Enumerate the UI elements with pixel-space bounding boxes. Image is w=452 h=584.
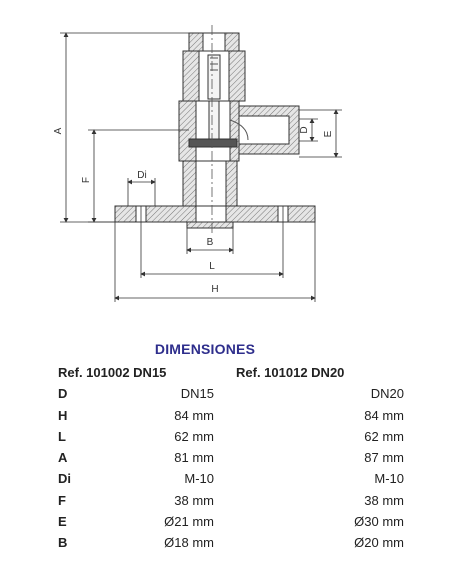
header-ref-1: Ref. 101002 DN15 [58,365,167,380]
valve-body [115,33,315,228]
row-label: H [58,407,68,423]
base-bore [196,206,226,222]
table-row [58,490,404,511]
row-label: Di [58,471,71,487]
label-F: F [81,176,92,184]
label-A: A [53,127,64,135]
table-header-row [58,362,404,383]
value-ref-2: 38 mm [364,492,404,508]
value-ref-1: 38 mm [174,492,214,508]
value-ref-1: M-10 [184,471,214,487]
header-ref-2: Ref. 101012 DN20 [236,365,345,380]
table-row [58,468,404,489]
table-row [58,383,404,404]
row-label: E [58,514,67,530]
value-ref-2: 62 mm [364,428,404,444]
row-label: A [58,450,68,466]
table-row [58,405,404,426]
value-ref-2: Ø20 mm [354,535,404,551]
table-row [58,511,404,532]
value-ref-1: Ø21 mm [164,514,214,530]
row-label: D [58,386,68,402]
value-ref-1: 81 mm [174,450,214,466]
bottom-spigot [187,222,233,228]
value-ref-2: M-10 [374,471,404,487]
table-row [58,532,404,553]
stem [209,101,219,139]
lower-bore [196,161,226,206]
label-Di: Di [137,170,147,181]
value-ref-1: 62 mm [174,428,214,444]
value-ref-2: 87 mm [364,450,404,466]
label-B: B [206,237,214,248]
label-H: H [211,284,219,295]
value-ref-2: Ø30 mm [354,514,404,530]
table-row [58,447,404,468]
value-ref-2: 84 mm [364,407,404,423]
row-label: F [58,492,66,508]
value-ref-1: DN15 [180,386,214,402]
dimensions-table [58,362,404,554]
value-ref-1: Ø18 mm [164,535,214,551]
label-D: D [299,126,310,134]
label-L: L [209,261,215,272]
row-label: L [58,428,66,444]
dimensions-title: DIMENSIONES [154,341,256,357]
row-label: B [58,535,68,551]
spindle [208,55,220,99]
table-row [58,426,404,447]
value-ref-1: 84 mm [174,407,214,423]
label-E: E [323,130,334,138]
valve-disc [189,139,237,147]
value-ref-2: DN20 [370,386,404,402]
outlet-bore [239,116,289,144]
bonnet-bore [203,33,225,51]
